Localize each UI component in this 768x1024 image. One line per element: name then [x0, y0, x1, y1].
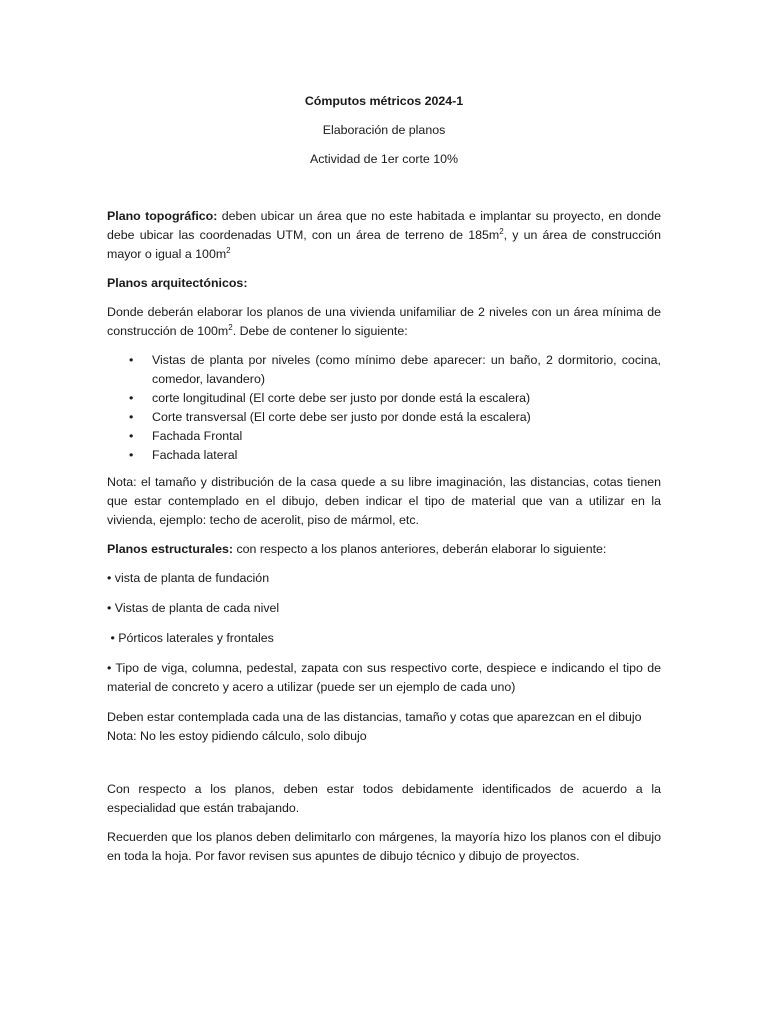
topographic-text-a: deben ubicar un área que no este habitada e implantar su proyecto, en donde debe ubicar las coordenadas UTM, con un área de terreno de 185m	[107, 209, 661, 242]
bullet-icon: •	[129, 410, 134, 424]
topographic-text-b: , y un área de construcción mayor o igual a 100m	[107, 228, 661, 261]
list-item	[107, 408, 661, 427]
bullet-icon: •	[129, 391, 134, 405]
architectural-intro-b: . Debe de contener lo siguiente:	[232, 324, 408, 338]
document-page	[107, 92, 661, 876]
structural-intro: con respecto a los planos anteriores, deberán elaborar lo siguiente:	[233, 542, 607, 556]
topographic-paragraph	[107, 207, 661, 264]
bullet-icon: •	[129, 429, 134, 443]
list-item-text: corte longitudinal (El corte debe ser justo por donde está la escalera)	[152, 391, 531, 405]
topographic-sup-b: 2	[226, 245, 231, 255]
structural-item-foundation: • vista de planta de fundación	[107, 571, 270, 585]
list-item-text: Corte transversal (El corte debe ser justo por donde está la escalera)	[152, 410, 531, 424]
architectural-list	[107, 351, 661, 465]
final-paragraph-identification: Con respecto a los planos, deben estar todos debidamente identificados de acuerdo a la especialidad que están trabajando.	[107, 782, 661, 815]
structural-closing-line1: Deben estar contemplada cada una de las distancias, tamaño y cotas que aparezcan en el dibujo	[107, 710, 642, 724]
activity-label: Actividad de 1er corte 10%	[309, 152, 459, 166]
list-item-text: Fachada lateral	[152, 448, 238, 462]
architectural-note: Nota: el tamaño y distribución de la casa quede a su libre imaginación, las distancias, cotas tienen que estar contemplado en el dibujo, deben indicar el tipo de material que van a utilizar en la vivienda, ejemplo: techo de acerolit, piso de mármol, etc.	[107, 475, 661, 527]
structural-item-levels: • Vistas de planta de cada nivel	[107, 601, 280, 615]
document-title: Cómputos métricos 2024-1	[304, 94, 464, 108]
list-item	[107, 389, 661, 408]
architectural-intro-a: Donde deberán elaborar los planos de una vivienda unifamiliar de 2 niveles con un área mínima de construcción de 100m	[107, 305, 661, 338]
structural-heading: Planos estructurales:	[107, 542, 234, 556]
bullet-icon: •	[129, 353, 134, 367]
architectural-heading: Planos arquitectónicos:	[107, 276, 248, 290]
bullet-icon: •	[129, 448, 134, 462]
spacer	[107, 746, 661, 780]
topographic-sup-a: 2	[499, 226, 504, 236]
list-item	[107, 351, 661, 389]
structural-paragraph	[107, 540, 661, 559]
list-item	[107, 446, 661, 465]
document-subtitle: Elaboración de planos	[322, 123, 446, 137]
architectural-intro	[107, 303, 661, 341]
list-item	[107, 427, 661, 446]
structural-closing-line2: Nota: No les estoy pidiendo cálculo, solo dibujo	[107, 729, 367, 743]
final-paragraph-margins: Recuerden que los planos deben delimitarlo con márgenes, la mayoría hizo los planos con el dibujo en toda la hoja. Por favor revisen sus apuntes de dibujo técnico y dibujo de proyectos.	[107, 830, 661, 863]
list-item-text: Vistas de planta por niveles (como mínimo debe aparecer: un baño, 2 dormitorio, cocina, comedor, lavandero)	[152, 353, 661, 386]
list-item-text: Fachada Frontal	[152, 429, 243, 443]
structural-closing	[107, 708, 661, 746]
structural-item-porticos: • Pórticos laterales y frontales	[107, 631, 274, 645]
structural-item-elements: • Tipo de viga, columna, pedestal, zapata con sus respectivo corte, despiece e indicando el tipo de material de concreto y acero a utilizar (puede ser un ejemplo de cada uno)	[107, 661, 661, 694]
architectural-intro-sup: 2	[228, 322, 233, 332]
topographic-heading: Plano topográfico:	[107, 209, 218, 223]
